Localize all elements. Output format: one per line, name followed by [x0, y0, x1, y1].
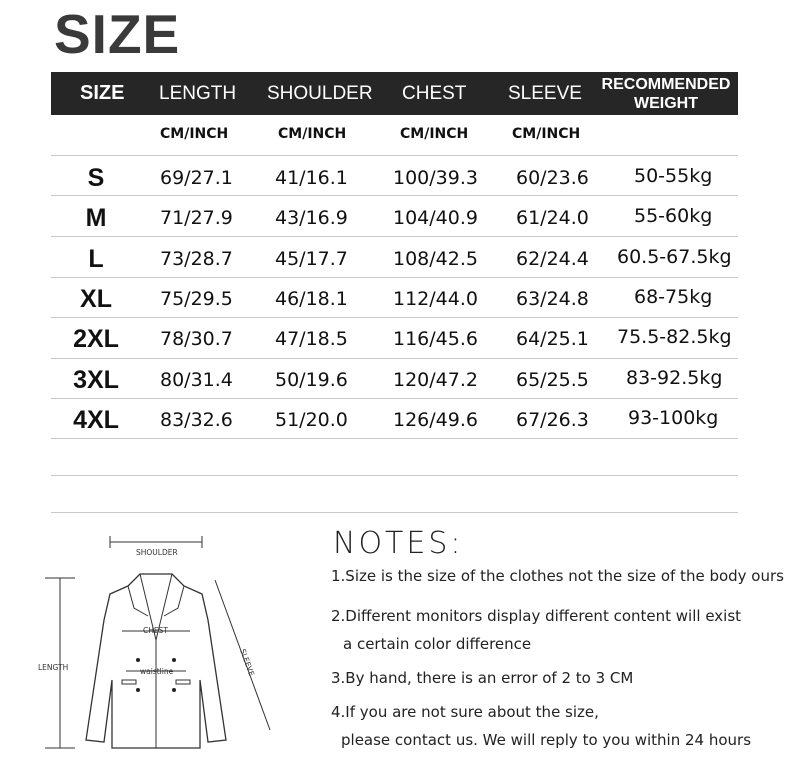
cell-sleeve: 67/26.3: [516, 409, 589, 431]
cell-shoulder: 41/16.1: [275, 167, 348, 189]
cell-sleeve: 63/24.8: [516, 288, 589, 310]
cell-weight: 50-55kg: [634, 165, 713, 187]
cell-length: 73/28.7: [160, 248, 233, 270]
cell-shoulder: 47/18.5: [275, 328, 348, 350]
table-row: [0, 360, 790, 400]
cell-length: 71/27.9: [160, 207, 233, 229]
table-row: [0, 198, 790, 238]
unit-sleeve: CM/INCH: [512, 126, 581, 142]
table-row: [0, 319, 790, 359]
header-shoulder: SHOULDER: [267, 83, 373, 104]
cell-size: M: [85, 204, 107, 232]
table-row: [0, 279, 790, 319]
divider: [51, 475, 738, 476]
cell-chest: 126/49.6: [393, 409, 478, 431]
pocket-right: [176, 680, 190, 684]
diagram-label-length: LENGTH: [38, 663, 69, 672]
cell-sleeve: 62/24.4: [516, 248, 589, 270]
diagram-label-sleeve: SLEEVE: [238, 647, 257, 678]
cell-length: 75/29.5: [160, 288, 233, 310]
table-row: [0, 158, 790, 198]
cell-weight: 55-60kg: [634, 205, 713, 227]
cell-size: XL: [80, 285, 112, 313]
button-icon: [172, 688, 176, 692]
cell-chest: 100/39.3: [393, 167, 478, 189]
table-row: [0, 400, 790, 440]
cell-size: S: [87, 164, 105, 192]
lapel-right: [164, 586, 184, 616]
table-header: [51, 72, 738, 115]
notes-title: NOTES:: [333, 526, 464, 561]
button-icon: [136, 658, 140, 662]
pocket-left: [122, 680, 136, 684]
cell-sleeve: 60/23.6: [516, 167, 589, 189]
cell-chest: 108/42.5: [393, 248, 478, 270]
note-3: 3.By hand, there is an error of 2 to 3 CM: [331, 669, 634, 687]
cell-shoulder: 43/16.9: [275, 207, 348, 229]
cell-sleeve: 61/24.0: [516, 207, 589, 229]
divider: [51, 512, 738, 513]
cell-size: 3XL: [73, 366, 119, 394]
cell-size: 4XL: [73, 406, 119, 434]
cell-length: 78/30.7: [160, 328, 233, 350]
diagram-label-chest: CHEST: [143, 626, 168, 635]
button-icon: [172, 658, 176, 662]
cell-shoulder: 51/20.0: [275, 409, 348, 431]
diagram-label-waistline: waistline: [140, 667, 174, 676]
note-1: 1.Size is the size of the clothes not the size of the body ours: [331, 567, 784, 585]
note-2: 2.Different monitors display different content will exist: [331, 607, 742, 625]
unit-chest: CM/INCH: [400, 126, 469, 142]
header-size: SIZE: [80, 82, 125, 104]
note-4-continued: please contact us. We will reply to you within 24 hours: [341, 731, 752, 749]
cell-length: 69/27.1: [160, 167, 233, 189]
page-title: SIZE: [54, 3, 181, 65]
cell-sleeve: 65/25.5: [516, 369, 589, 391]
cell-weight: 75.5-82.5kg: [617, 326, 732, 348]
lapel-left: [128, 586, 148, 616]
cell-length: 80/31.4: [160, 369, 233, 391]
jacket-diagram: [30, 530, 300, 755]
note-4: 4.If you are not sure about the size,: [331, 703, 599, 721]
cell-shoulder: 45/17.7: [275, 248, 348, 270]
cell-weight: 68-75kg: [634, 286, 713, 308]
table-row: [0, 239, 790, 279]
cell-size: 2XL: [73, 325, 119, 353]
cell-weight: 83-92.5kg: [626, 367, 723, 389]
diagram-label-shoulder: SHOULDER: [136, 548, 178, 557]
cell-chest: 104/40.9: [393, 207, 478, 229]
cell-weight: 60.5-67.5kg: [617, 246, 732, 268]
cell-chest: 116/45.6: [393, 328, 478, 350]
cell-weight: 93-100kg: [628, 407, 719, 429]
header-length: LENGTH: [159, 83, 237, 104]
divider: [51, 438, 738, 439]
cell-chest: 120/47.2: [393, 369, 478, 391]
header-weight: RECOMMENDED WEIGHT: [601, 76, 731, 112]
cell-length: 83/32.6: [160, 409, 233, 431]
button-icon: [136, 688, 140, 692]
cell-shoulder: 50/19.6: [275, 369, 348, 391]
header-chest: CHEST: [402, 83, 467, 104]
cell-sleeve: 64/25.1: [516, 328, 589, 350]
cell-chest: 112/44.0: [393, 288, 478, 310]
cell-size: L: [88, 245, 104, 273]
note-2-continued: a certain color difference: [343, 635, 532, 653]
unit-shoulder: CM/INCH: [278, 126, 347, 142]
unit-length: CM/INCH: [160, 126, 229, 142]
cell-shoulder: 46/18.1: [275, 288, 348, 310]
header-sleeve: SLEEVE: [508, 83, 582, 104]
